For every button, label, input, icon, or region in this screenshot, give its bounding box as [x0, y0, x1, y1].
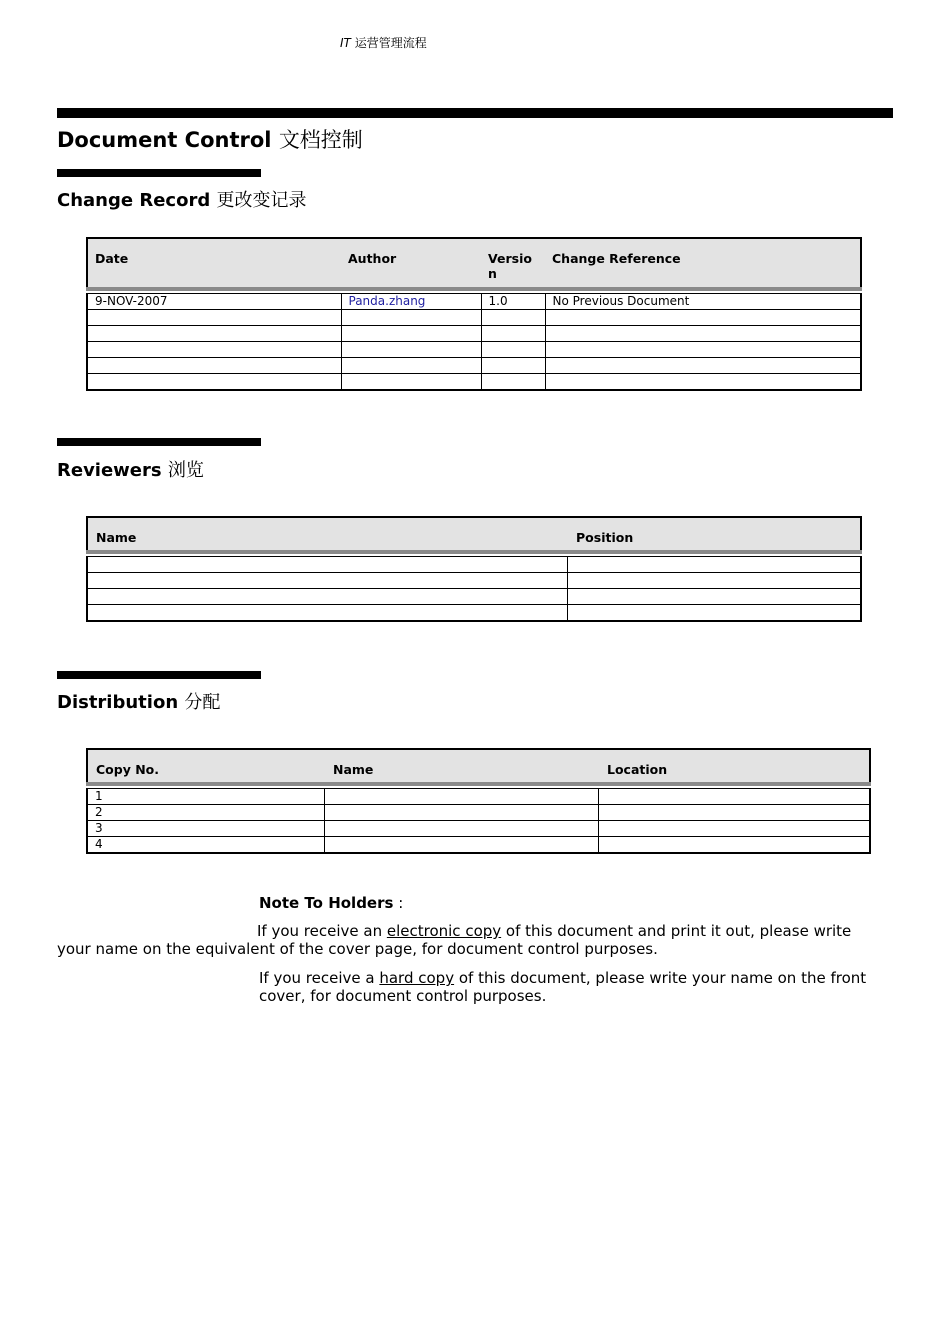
reviewers-heading — [57, 456, 204, 482]
distribution-heading — [57, 688, 220, 714]
doc-control-heading — [57, 124, 363, 154]
table-cell — [324, 821, 598, 837]
table-cell: 3 — [87, 821, 324, 837]
doc-control-title-cn: 文档控制 — [278, 128, 363, 152]
column-header: Version — [481, 238, 545, 289]
table-cell — [481, 310, 545, 326]
table-cell — [598, 821, 870, 837]
table-cell — [87, 589, 567, 605]
column-header: Author — [341, 238, 481, 289]
note-text: If you receive an — [257, 922, 387, 940]
table-cell — [87, 374, 341, 391]
table-cell — [87, 557, 567, 573]
table-cell — [324, 789, 598, 805]
table-cell — [87, 342, 341, 358]
reviewers-table — [86, 516, 862, 622]
column-header: Copy No. — [87, 749, 324, 784]
table-row — [87, 326, 861, 342]
reviewers-title-cn: 浏览 — [167, 460, 204, 481]
table-cell — [87, 310, 341, 326]
table-row — [87, 805, 870, 821]
change-record-heading — [57, 186, 307, 212]
table-cell — [545, 374, 861, 391]
note-text: of this document, please write your name on the front cover, for document control purposes. — [259, 969, 867, 1005]
running-header — [340, 34, 427, 51]
table-cell — [481, 326, 545, 342]
table-header-row — [87, 517, 861, 552]
table-cell — [481, 358, 545, 374]
note-paragraph-1-line-2: your name on the equivalent of the cover page, for document control purposes. — [57, 940, 658, 958]
table-row — [87, 837, 870, 854]
table-cell: Panda.zhang — [341, 294, 481, 310]
note-title — [259, 894, 403, 912]
reviewers-title: Reviewers — [57, 460, 162, 481]
section-rule — [57, 438, 261, 446]
table-cell — [481, 342, 545, 358]
table-cell — [341, 358, 481, 374]
change-record-title-cn: 更改变记录 — [216, 190, 307, 211]
table-cell: 9-NOV-2007 — [87, 294, 341, 310]
table-cell — [545, 310, 861, 326]
table-cell: No Previous Document — [545, 294, 861, 310]
table-row — [87, 789, 870, 805]
table-cell — [598, 789, 870, 805]
column-header: Name — [87, 517, 567, 552]
table-cell — [341, 310, 481, 326]
table-cell — [87, 358, 341, 374]
table-cell — [87, 573, 567, 589]
table-cell: 1 — [87, 789, 324, 805]
column-header: Date — [87, 238, 341, 289]
note-title-colon: : — [393, 894, 404, 912]
table-row — [87, 573, 861, 589]
table-cell: 4 — [87, 837, 324, 854]
table-row — [87, 342, 861, 358]
table-cell — [545, 342, 861, 358]
change-record-title: Change Record — [57, 190, 211, 211]
note-title-text: Note To Holders — [259, 894, 394, 912]
column-header: Name — [324, 749, 598, 784]
table-cell — [324, 837, 598, 854]
table-cell — [567, 573, 861, 589]
electronic-copy-text: electronic copy — [386, 922, 502, 940]
table-cell — [567, 589, 861, 605]
table-row — [87, 557, 861, 573]
table-header-row — [87, 238, 861, 289]
distribution-title: Distribution — [57, 692, 179, 713]
table-cell — [87, 605, 567, 622]
section-rule — [57, 671, 261, 679]
table-row — [87, 374, 861, 391]
table-cell — [324, 805, 598, 821]
table-cell — [567, 605, 861, 622]
section-rule — [57, 169, 261, 177]
column-header: Change Reference — [545, 238, 861, 289]
column-header: Position — [567, 517, 861, 552]
table-row — [87, 358, 861, 374]
table-cell — [567, 557, 861, 573]
header-prefix: IT — [340, 36, 351, 50]
table-cell: 2 — [87, 805, 324, 821]
table-row — [87, 310, 861, 326]
hard-copy-text: hard copy — [379, 969, 455, 987]
table-cell — [341, 374, 481, 391]
table-row — [87, 821, 870, 837]
table-cell — [481, 374, 545, 391]
table-cell — [341, 326, 481, 342]
table-header-row — [87, 749, 870, 784]
table-cell — [545, 326, 861, 342]
table-cell — [87, 326, 341, 342]
distribution-title-cn: 分配 — [184, 692, 221, 713]
table-cell: 1.0 — [481, 294, 545, 310]
table-cell — [545, 358, 861, 374]
distribution-table — [86, 748, 871, 854]
note-paragraph-1-line-1 — [257, 922, 851, 940]
table-cell — [598, 837, 870, 854]
column-header: Location — [598, 749, 870, 784]
table-row — [87, 589, 861, 605]
header-title: 运营管理流程 — [354, 36, 427, 50]
table-cell — [341, 342, 481, 358]
doc-control-title: Document Control — [57, 128, 272, 152]
note-text: of this document and print it out, please write — [501, 922, 852, 940]
table-row — [87, 294, 861, 310]
note-paragraph-2 — [259, 969, 879, 1005]
top-rule — [57, 108, 893, 118]
table-cell — [598, 805, 870, 821]
table-row — [87, 605, 861, 622]
note-text: If you receive a — [259, 969, 380, 987]
change-record-table — [86, 237, 862, 391]
